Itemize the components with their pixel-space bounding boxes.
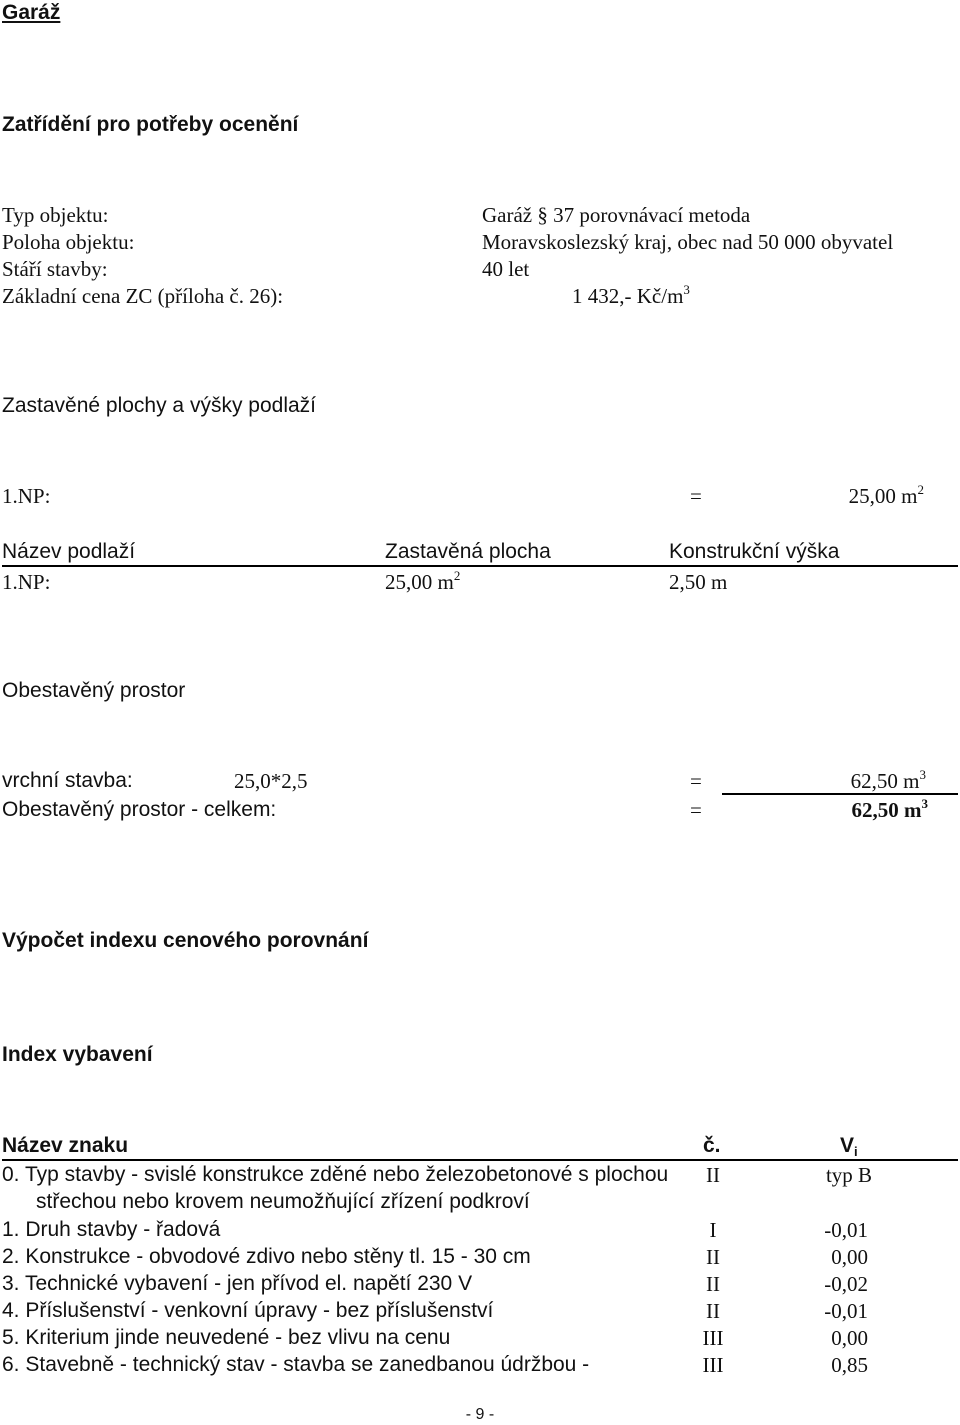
equipment-item-4-num: II [706,1299,720,1323]
volume-heading: Obestavěný prostor [2,679,186,702]
equipment-item-2-num: II [706,1245,720,1269]
equipment-item-2-value: 0,00 [831,1245,868,1269]
volume-total-eq: = [690,798,702,822]
areas-heading: Zastavěné plochy a výšky podlaží [2,394,316,417]
equipment-item-1-value: -0,01 [824,1218,868,1242]
volume-total-label: Obestavěný prostor - celkem: [2,798,277,821]
floor-summary-value: 25,00 $m^2$ [848,482,924,508]
equipment-item-5-value: 0,00 [831,1326,868,1350]
equipment-index-heading: Index vybavení [2,1043,153,1066]
equipment-header-name: Název znaku [2,1134,129,1157]
floor-row-area: 25,00 $m^2$ [385,568,461,594]
classification-heading: Zatřídění pro potřeby ocenění [2,113,299,136]
volume-sum-rule [722,793,958,795]
price-index-heading: Výpočet indexu cenového porovnání [2,929,369,952]
equipment-header-num: č. [703,1134,721,1157]
floor-table-header-name: Název podlaží [2,540,136,563]
equipment-header-rule [2,1159,958,1161]
floor-table-header-height: Konstrukční výška [669,540,840,563]
equipment-item-0-name: 0. Typ stavby - svislé konstrukce zděné nebo železobetonové s plochou [2,1163,669,1186]
equipment-item-0-name-cont: střechou nebo krovem neumožňující zřízení podkroví [36,1190,530,1213]
object-type-value: Garáž § 37 porovnávací metoda [482,203,751,227]
base-price-value: 1 432,- $Kč/m^3$ [572,282,690,308]
equipment-item-3-num: II [706,1272,720,1296]
volume-superstructure-label: vrchní stavba: [2,769,133,792]
equipment-item-3-value: -0,02 [824,1272,868,1296]
floor-summary-label: 1.NP: [2,484,51,508]
object-type-label: Typ objektu: [2,203,109,227]
equipment-item-4-value: -0,01 [824,1299,868,1323]
equipment-item-2-name: 2. Konstrukce - obvodové zdivo nebo stěny tl. 15 - 30 cm [2,1245,531,1268]
volume-superstructure-value: 62,50 $m^3$ [850,767,926,793]
volume-superstructure-formula: 25,0*2,5 [234,769,308,793]
equipment-item-6-num: III [702,1353,724,1377]
equipment-item-0-value: typ B [825,1163,873,1187]
equipment-item-5-name: 5. Kriterium jinde neuvedené - bez vlivu na cenu [2,1326,451,1349]
equipment-item-1-num: I [709,1218,717,1242]
volume-superstructure-eq: = [690,769,702,793]
object-location-label: Poloha objektu: [2,230,135,254]
floor-table-header-area: Zastavěná plocha [385,540,551,563]
equipment-item-6-name: 6. Stavebně - technický stav - stavba se zanedbanou údržbou - [2,1353,590,1376]
equipment-header-value: $V_i$ [840,1134,858,1159]
page-number: - 9 - [465,1406,495,1423]
page-title: Garáž [2,1,61,24]
floor-summary-eq: = [690,484,702,508]
equipment-item-6-value: 0,85 [831,1353,868,1377]
equipment-item-4-name: 4. Příslušenství - venkovní úpravy - bez příslušenství [2,1299,494,1322]
base-price-label: Základní cena ZC (příloha č. 26): [2,284,284,308]
object-location-value: Moravskoslezský kraj, obec nad 50 000 obyvatel [482,230,894,254]
volume-total-value: 62,50 $m^3$ [851,796,928,822]
building-age-value: 40 let [482,257,530,281]
floor-row-name: 1.NP: [2,570,51,594]
equipment-item-0-num: II [706,1163,720,1187]
floor-row-height: 2,50 m [669,570,728,594]
floor-table-header-rule [2,565,958,567]
equipment-item-1-name: 1. Druh stavby - řadová [2,1218,221,1241]
equipment-item-5-num: III [702,1326,724,1350]
equipment-item-3-name: 3. Technické vybavení - jen přívod el. napětí 230 V [2,1272,473,1295]
building-age-label: Stáří stavby: [2,257,108,281]
